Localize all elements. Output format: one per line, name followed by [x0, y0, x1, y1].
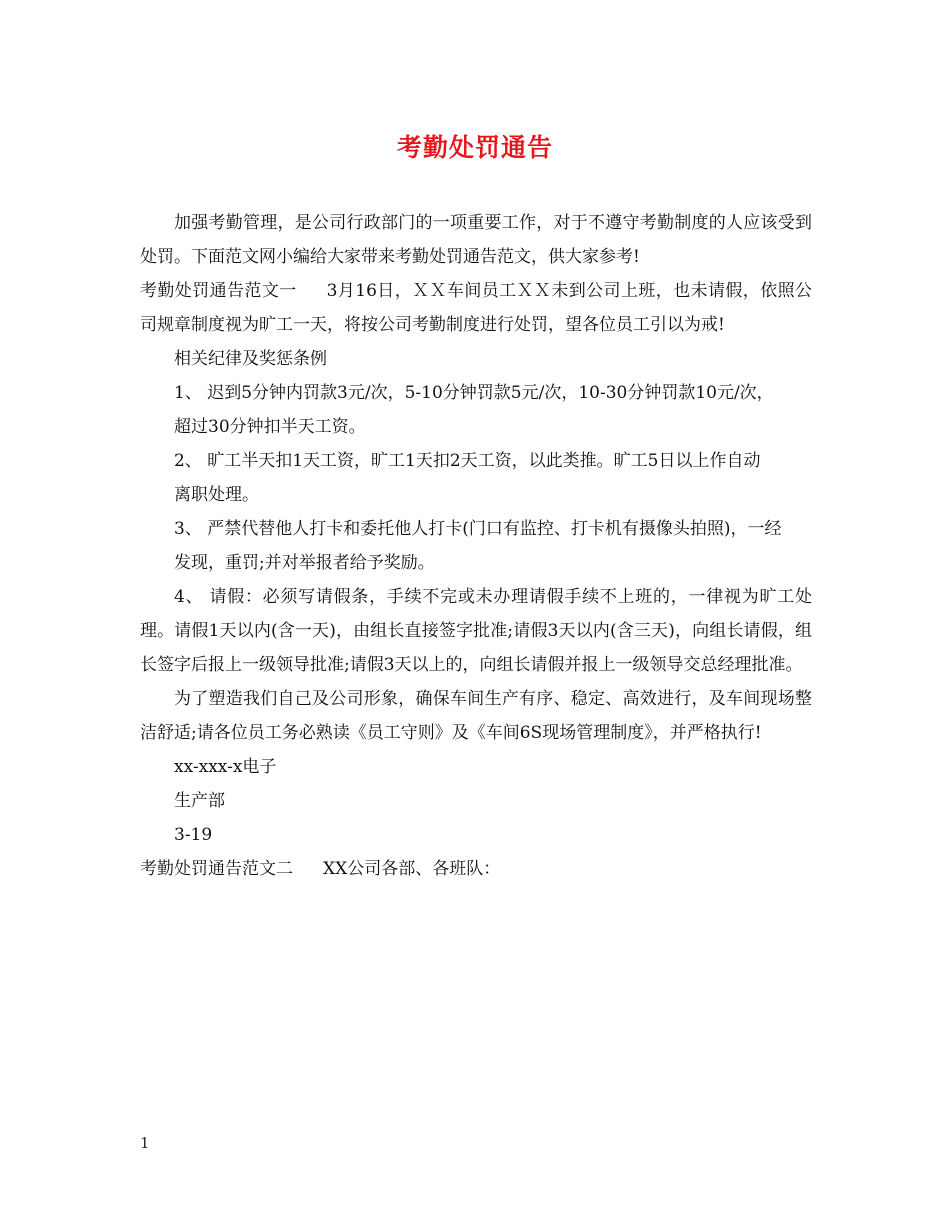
rule-4: 4、 请假：必须写请假条，手续不完或未办理请假手续不上班的，一律视为旷工处理。请假1天以内(含一天)，由组长直接签字批准;请假3天以内(含三天)，向组长请假，组长签字后报上一级领导批准;请假3天以上的，向组长请假并报上一级领导交总经理批准。	[140, 587, 812, 675]
sample1-paragraph	[140, 274, 812, 342]
sample2-paragraph	[140, 852, 812, 886]
signature-date: 3-19	[174, 825, 213, 845]
sample1-heading: 考勤处罚通告范文一	[140, 281, 297, 301]
page-number: 1	[140, 1134, 150, 1152]
rule-3: 3、 严禁代替他人打卡和委托他人打卡(门口有监控、打卡机有摄像头拍照)，一经	[174, 519, 782, 539]
rule-3-continued: 发现，重罚;并对举报者给予奖励。	[174, 553, 435, 573]
sample2-text: XX公司各部、各班队：	[323, 859, 501, 879]
rules-heading: 相关纪律及奖惩条例	[174, 349, 327, 369]
document-title: 考勤处罚通告	[396, 133, 553, 162]
rule-1-continued: 超过30分钟扣半天工资。	[174, 417, 366, 437]
closing-paragraph: 为了塑造我们自己及公司形象，确保车间生产有序、稳定、高效进行，及车间现场整洁舒适;请各位员工务必熟读《员工守则》及《车间6S现场管理制度》，并严格执行!	[140, 689, 812, 743]
rule-2: 2、 旷工半天扣1天工资，旷工1天扣2天工资，以此类推。旷工5日以上作自动	[174, 451, 761, 471]
sample1-text: 3月16日，ＸＸ车间员工ＸＸ未到公司上班，也未请假，依照公司规章制度视为旷工一天，将按公司考勤制度进行处罚，望各位员工引以为戒!	[140, 281, 812, 335]
rule-2-continued: 离职处理。	[174, 485, 259, 505]
sample2-heading: 考勤处罚通告范文二	[140, 859, 293, 879]
signature-company: xx-xxx-x电子	[174, 757, 277, 777]
rule-1: 1、 迟到5分钟内罚款3元/次，5-10分钟罚款5元/次，10-30分钟罚款10元/次，	[174, 383, 774, 403]
intro-paragraph: 加强考勤管理，是公司行政部门的一项重要工作，对于不遵守考勤制度的人应该受到处罚。下面范文网小编给大家带来考勤处罚通告范文，供大家参考!	[140, 213, 812, 267]
signature-department: 生产部	[174, 791, 225, 811]
document-body	[140, 206, 812, 886]
